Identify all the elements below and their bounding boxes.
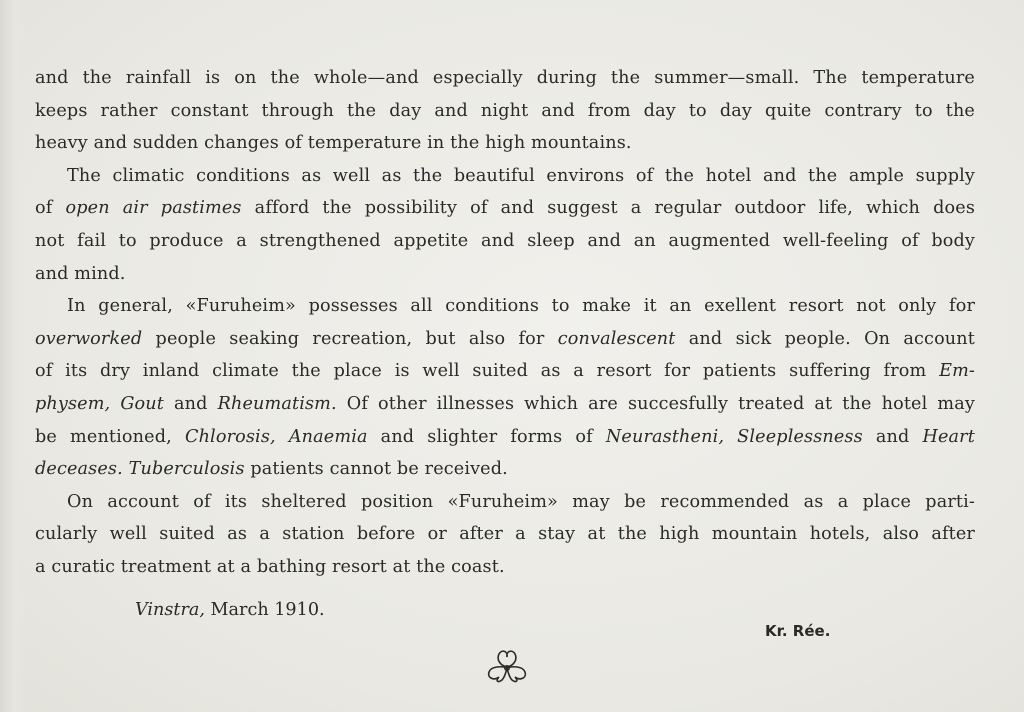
italic-text-segment: Heart [922,426,975,447]
text-segment: In general, «Furuheim» possesses all conditions to make it an exellent resort not only for [67,296,975,317]
italic-text-segment: convalescent [557,328,676,349]
text-segment: be mentioned, [35,426,185,447]
text-segment: and the rainfall is on the whole—and especially during the summer—small. The temperature [35,68,975,88]
page-fold-shadow [0,0,26,712]
text-line [35,258,975,291]
text-segment: keeps rather constant through the day and night and from day to day quite contrary to the [35,100,975,121]
italic-text-segment: open air pastimes [65,198,242,219]
text-segment: of [35,198,66,219]
text-segment: and slighter forms of [367,426,606,447]
signature-place-date [135,600,325,620]
text-segment: and [862,426,923,447]
text-line [35,225,975,258]
text-line [35,551,975,584]
text-segment: a curatic treatment at a bathing resort at the coast. [35,556,505,577]
text-line [35,95,975,128]
italic-text-segment: Em- [939,361,975,382]
text-line [35,486,975,519]
text-line [35,323,975,356]
italic-text-segment: Rheumatism. [217,393,337,414]
text-segment: cularly well suited as a station before or after a stay at the high mountain hotels, also after [35,524,975,545]
italic-text-segment: deceases. Tuberculosis [35,459,245,480]
text-line [35,62,975,95]
signature-date: March 1910. [210,600,325,620]
text-segment: and [163,393,218,414]
text-line [35,127,975,160]
signature-place: Vinstra, [135,600,205,620]
italic-text-segment: Neurastheni, Sleeplessness [605,426,863,447]
text-line [35,160,975,193]
text-segment: Of other illnesses which are succesfully treated at the hotel may [336,393,975,414]
text-segment: patients cannot be received. [244,459,508,480]
text-segment: The climatic conditions as well as the beautiful environs of the hotel and the ample supply [67,165,975,186]
signature-name: Kr. Rée. [765,622,831,640]
text-segment: people seaking recreation, but also for [142,328,558,349]
text-line [35,192,975,225]
text-segment: and mind. [35,263,126,284]
text-segment: heavy and sudden changes of temperature in the high mountains. [35,133,632,154]
trefoil-ornament-icon [484,646,530,684]
text-segment: On account of its sheltered position «Furuheim» may be recommended as a place parti- [67,491,975,512]
italic-text-segment: physem, Gout [35,393,164,414]
text-segment: not fail to produce a strengthened appetite and sleep and an augmented well-feeling of body [35,230,975,251]
body-text [35,62,975,584]
italic-text-segment: overworked [35,328,143,349]
text-segment: and sick people. On account [675,328,975,349]
text-line [35,518,975,551]
text-line [35,290,975,323]
text-line [35,453,975,486]
text-line [35,388,975,421]
italic-text-segment: Chlorosis, Anaemia [184,426,368,447]
text-segment: afford the possibility of and suggest a regular outdoor life, which does [241,198,975,219]
text-line [35,355,975,388]
text-segment: of its dry inland climate the place is well suited as a resort for patients suffering from [35,361,940,382]
text-line [35,421,975,454]
